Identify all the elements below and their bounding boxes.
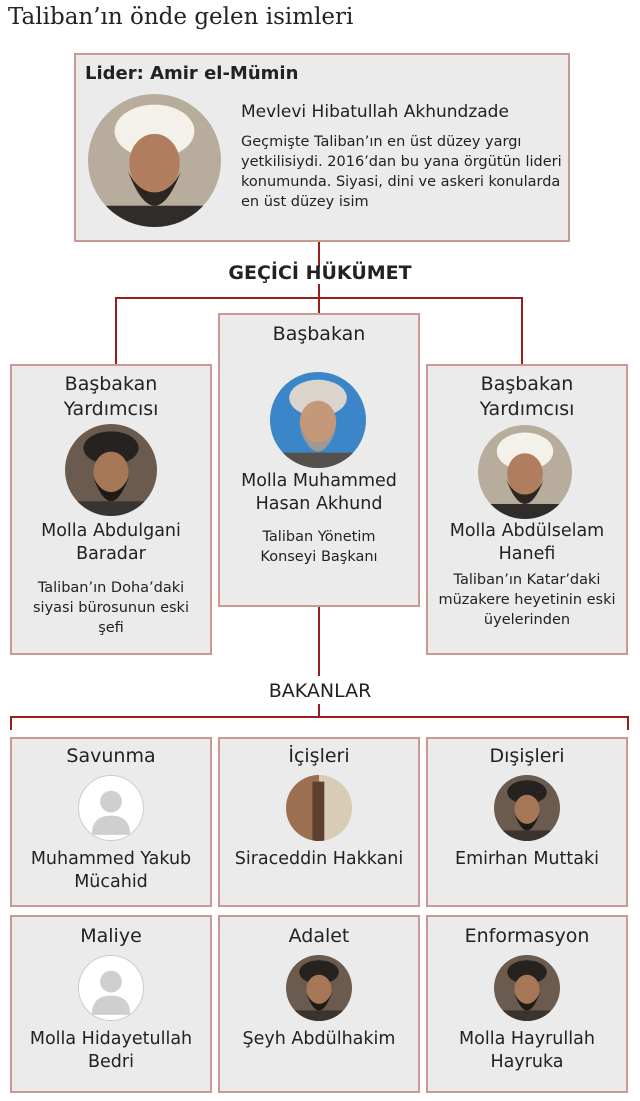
minister-ministry-label: Enformasyon	[464, 925, 590, 947]
leader-description: Geçmişte Taliban’ın en üst düzey yargı yetkilisiydi. 2016’dan bu yana örgütün lideri konumunda. Siyasi, dini ve askeri konularda en üst düzey isim	[241, 134, 562, 210]
minister-ministry-label: Maliye	[80, 925, 142, 947]
minister-name: Emirhan Muttaki	[455, 849, 599, 869]
connector-left-down	[115, 297, 117, 365]
deputy-right-role: Başbakan Yardımcısı	[479, 373, 575, 420]
minister-ministry-label: Adalet	[288, 925, 350, 947]
deputy-left-role: Başbakan Yardımcısı	[63, 373, 159, 420]
government-heading: GEÇİCİ HÜKÜMET	[228, 262, 412, 284]
minister-name: Muhammed Yakub Mücahid	[30, 849, 192, 892]
prime-minister-description: Taliban Yönetim Konseyi Başkanı	[260, 529, 378, 565]
deputy-right-name: Molla Abdülselam Hanefi	[449, 521, 605, 564]
minister-name: Şeyh Abdülhakim	[242, 1029, 396, 1049]
connector-deputies-horizontal	[115, 297, 523, 299]
minister-name: Molla Hidayetullah Bedri	[29, 1029, 193, 1072]
leader-name: Mevlevi Hibatullah Akhundzade	[241, 102, 509, 122]
turban-portrait-icon	[494, 955, 560, 1021]
turban-portrait-icon	[286, 955, 352, 1021]
ministers-heading: BAKANLAR	[268, 680, 372, 702]
page-title: Taliban’ın önde gelen isimleri	[8, 4, 354, 30]
connector-ministers-left	[10, 716, 12, 730]
minister-ministry-label: İçişleri	[288, 745, 350, 767]
person-placeholder-icon	[78, 955, 144, 1021]
prime-minister-name: Molla Muhammed Hasan Akhund	[241, 471, 397, 514]
minister-ministry-label: Dışişleri	[489, 745, 565, 767]
obscured-portrait-icon	[286, 775, 352, 841]
connector-pm-down	[318, 606, 320, 676]
person-placeholder-icon	[78, 775, 144, 841]
leader-title: Lider: Amir el-Mümin	[85, 63, 299, 84]
minister-name: Molla Hayrullah Hayruka	[459, 1029, 595, 1072]
prime-minister-role: Başbakan	[272, 323, 366, 345]
deputy-left-description: Taliban’ın Doha’daki siyasi bürosunun eski şefi	[33, 580, 189, 636]
deputy-left-name: Molla Abdulgani Baradar	[41, 521, 181, 564]
prime-minister-photo-icon	[270, 372, 366, 468]
connector-government-down	[318, 284, 320, 314]
connector-right-down	[521, 297, 523, 365]
deputy-right-photo-icon	[478, 425, 572, 519]
leader-photo-icon	[88, 94, 221, 227]
deputy-left-photo-icon	[65, 424, 157, 516]
minister-ministry-label: Savunma	[66, 745, 156, 767]
connector-ministers-horizontal	[10, 716, 629, 718]
deputy-right-description: Taliban’ın Katar’daki müzakere heyetinin eski üyelerinden	[438, 572, 616, 628]
turban-portrait-icon	[494, 775, 560, 841]
minister-name: Siraceddin Hakkani	[234, 849, 404, 869]
connector-ministers-right	[627, 716, 629, 730]
